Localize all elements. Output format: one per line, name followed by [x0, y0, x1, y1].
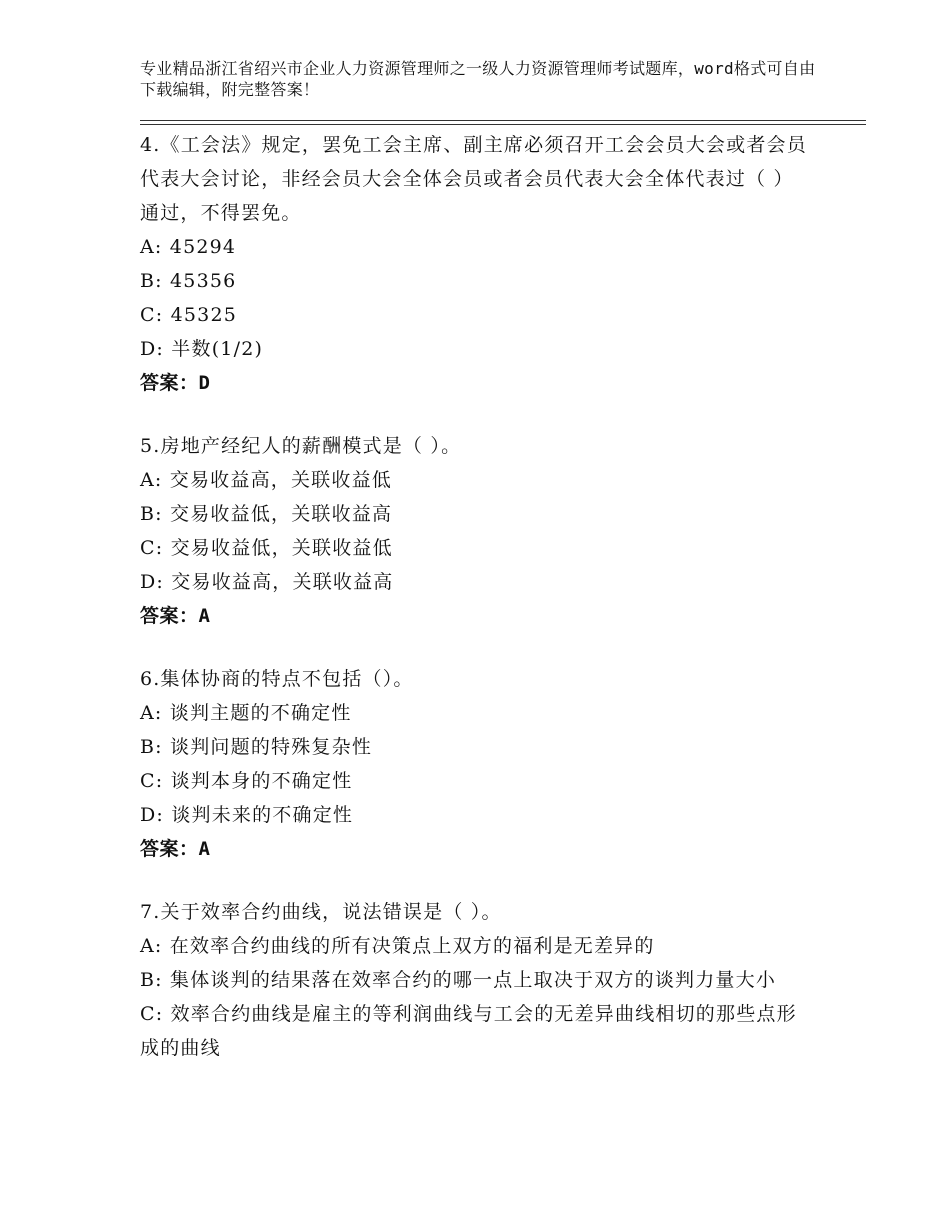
- option-text: 交易收益高，关联收益低: [169, 469, 392, 491]
- option-letter: A:: [140, 935, 163, 957]
- option-letter: A:: [140, 236, 163, 258]
- option-text: 45294: [169, 236, 237, 258]
- option-letter: D:: [140, 338, 165, 360]
- option-text: 半数(1/2): [171, 338, 264, 360]
- option-letter: C:: [140, 770, 164, 792]
- question-5: [140, 429, 810, 633]
- option-letter: C:: [140, 304, 164, 326]
- header-divider-top: [140, 120, 866, 121]
- question-stem: 6.集体协商的特点不包括（）。: [140, 668, 414, 690]
- option-text: 谈判问题的特殊复杂性: [170, 736, 373, 758]
- option-b: [140, 264, 810, 298]
- option-d: [140, 798, 810, 832]
- option-c: [140, 997, 810, 1065]
- option-text: 效率合约曲线是雇主的等利润曲线与工会的无差异曲线相切的那些点形成的曲线: [140, 1003, 797, 1059]
- option-text: 45325: [170, 304, 238, 326]
- option-letter: A:: [140, 702, 163, 724]
- option-letter: B:: [140, 503, 163, 525]
- question-stem: 7.关于效率合约曲线，说法错误是（ ）。: [140, 901, 502, 923]
- option-d: [140, 565, 810, 599]
- answer-label: 答案：A: [140, 838, 211, 860]
- question-list: [140, 128, 810, 1094]
- option-b: [140, 730, 810, 764]
- option-letter: D:: [140, 804, 165, 826]
- option-a: [140, 230, 810, 264]
- option-b: [140, 497, 810, 531]
- option-text: 在效率合约曲线的所有决策点上双方的福利是无差异的: [169, 935, 655, 957]
- option-d: [140, 332, 810, 366]
- question-6: [140, 662, 810, 866]
- option-letter: A:: [140, 469, 163, 491]
- option-a: [140, 929, 810, 963]
- option-letter: C:: [140, 1003, 164, 1025]
- option-letter: C:: [140, 537, 164, 559]
- option-text: 交易收益低，关联收益低: [170, 537, 393, 559]
- option-text: 谈判未来的不确定性: [171, 804, 354, 826]
- option-letter: B:: [140, 736, 163, 758]
- question-7: [140, 895, 810, 1065]
- option-letter: D:: [140, 571, 165, 593]
- option-text: 谈判主题的不确定性: [169, 702, 352, 724]
- option-c: [140, 531, 810, 565]
- option-b: [140, 963, 810, 997]
- option-c: [140, 298, 810, 332]
- option-a: [140, 696, 810, 730]
- option-letter: B:: [140, 969, 163, 991]
- option-text: 45356: [170, 270, 237, 292]
- option-text: 谈判本身的不确定性: [170, 770, 353, 792]
- answer-label: 答案：A: [140, 605, 211, 627]
- answer-label: 答案：D: [140, 372, 211, 394]
- option-text: 交易收益低，关联收益高: [170, 503, 393, 525]
- option-letter: B:: [140, 270, 163, 292]
- option-c: [140, 764, 810, 798]
- option-text: 交易收益高，关联收益高: [171, 571, 394, 593]
- header-divider-bottom: [140, 124, 866, 125]
- question-4: [140, 128, 810, 400]
- question-stem: 4.《工会法》规定，罢免工会主席、副主席必须召开工会会员大会或者会员代表大会讨论，非经会员大会全体会员或者会员代表大会全体代表过（ ）通过，不得罢免。: [140, 134, 807, 224]
- document-header: 专业精品浙江省绍兴市企业人力资源管理师之一级人力资源管理师考试题库，word格式可自由下载编辑，附完整答案！: [140, 59, 816, 99]
- option-text: 集体谈判的结果落在效率合约的哪一点上取决于双方的谈判力量大小: [170, 969, 777, 991]
- question-stem: 5.房地产经纪人的薪酬模式是（ ）。: [140, 435, 462, 457]
- option-a: [140, 463, 810, 497]
